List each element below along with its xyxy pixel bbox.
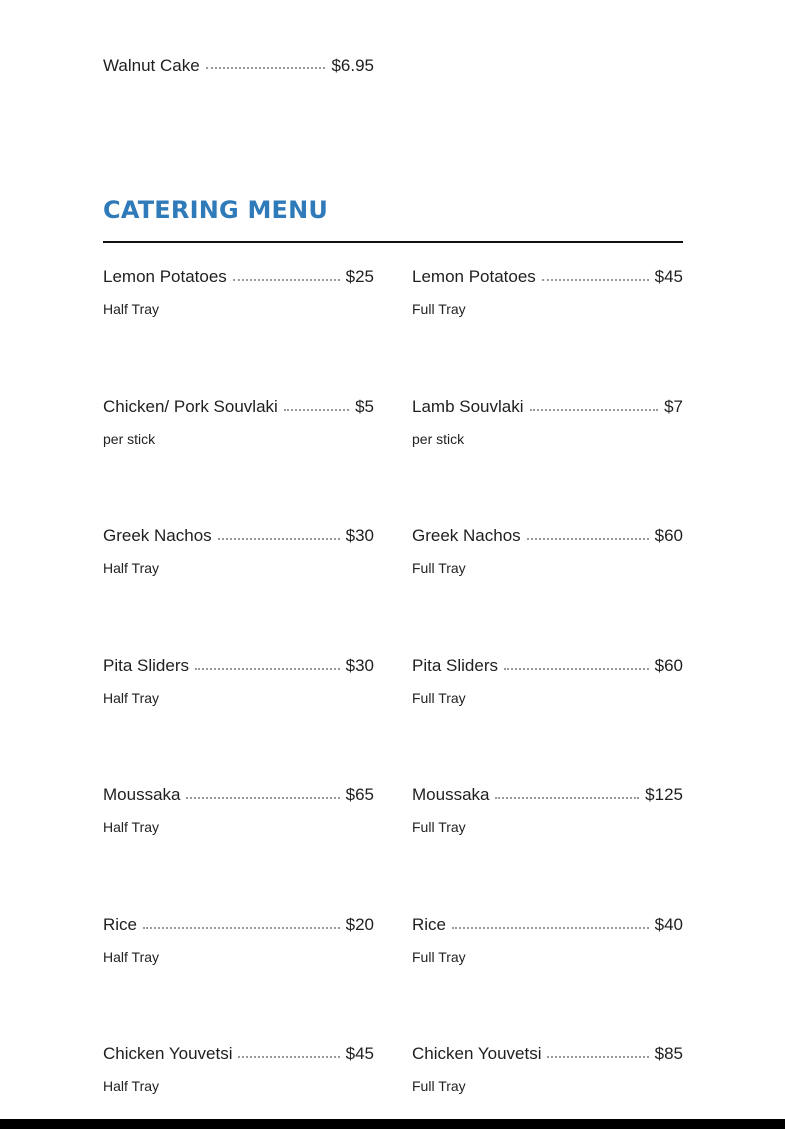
- menu-item: [412, 394, 683, 524]
- item-description: Half Tray: [103, 560, 160, 576]
- dot-leader: [233, 279, 340, 281]
- item-price: $7: [664, 396, 683, 416]
- item-price: $65: [345, 785, 374, 804]
- item-description: Half Tray: [103, 948, 160, 965]
- menu-item: [103, 264, 374, 394]
- dot-leader: [206, 67, 326, 69]
- menu-row: [103, 264, 683, 394]
- dot-leader: [452, 927, 649, 929]
- menu-item: [412, 523, 683, 653]
- catering-menu-grid: [103, 264, 683, 1129]
- menu-item: [103, 782, 374, 912]
- item-name: Greek Nachos: [412, 526, 521, 545]
- menu-item: [412, 264, 683, 394]
- item-name: Lemon Potatoes: [412, 267, 536, 286]
- menu-item: [103, 1041, 374, 1129]
- dot-leader: [530, 409, 659, 411]
- item-description: Half Tray: [103, 819, 160, 835]
- dot-leader: [547, 1056, 648, 1058]
- item-description: Full Tray: [412, 819, 466, 835]
- item-name: Rice: [412, 914, 447, 934]
- dot-leader: [542, 279, 649, 281]
- item-price: $6.95: [331, 56, 374, 75]
- item-description: Full Tray: [412, 948, 466, 965]
- item-description: Full Tray: [412, 1078, 466, 1094]
- item-price: $5: [355, 396, 374, 416]
- item-name: Lemon Potatoes: [103, 267, 227, 286]
- item-price: $40: [654, 914, 683, 934]
- menu-item: [103, 912, 374, 1042]
- dot-leader: [495, 797, 639, 799]
- item-price: $20: [345, 914, 374, 934]
- menu-row: [103, 912, 683, 1042]
- dot-leader: [218, 538, 340, 540]
- item-name: Rice: [103, 914, 138, 934]
- dot-leader: [186, 797, 339, 799]
- item-name: Pita Sliders: [103, 655, 189, 675]
- item-name: Walnut Cake: [103, 56, 200, 75]
- bottom-bar: [0, 1119, 785, 1129]
- item-description: Full Tray: [412, 560, 466, 576]
- dot-leader: [527, 538, 649, 540]
- item-name: Chicken/ Pork Souvlaki: [103, 396, 278, 416]
- menu-item: [412, 912, 683, 1042]
- menu-item-walnut-cake: [103, 54, 374, 78]
- menu-item: [412, 1041, 683, 1129]
- menu-item: [103, 394, 374, 524]
- menu-row: [103, 394, 683, 524]
- item-name: Moussaka: [412, 785, 490, 804]
- section-divider: [103, 241, 683, 243]
- item-name: Lamb Souvlaki: [412, 396, 524, 416]
- item-description: Half Tray: [103, 1078, 160, 1094]
- dot-leader: [284, 409, 349, 411]
- item-price: $85: [654, 1044, 683, 1063]
- item-description: Half Tray: [103, 689, 160, 706]
- item-price: $45: [654, 267, 683, 286]
- item-price: $125: [645, 785, 683, 804]
- item-name: Moussaka: [103, 785, 181, 804]
- item-description: Half Tray: [103, 301, 160, 317]
- item-description: per stick: [103, 430, 156, 447]
- item-name: Chicken Youvetsi: [103, 1044, 233, 1063]
- item-name: Chicken Youvetsi: [412, 1044, 542, 1063]
- menu-row: [103, 1041, 683, 1129]
- menu-row: [103, 523, 683, 653]
- menu-row: [103, 653, 683, 783]
- item-price: $30: [345, 526, 374, 545]
- dot-leader: [143, 927, 340, 929]
- menu-item: [103, 523, 374, 653]
- item-name: Greek Nachos: [103, 526, 212, 545]
- item-price: $45: [345, 1044, 374, 1063]
- menu-item: [103, 653, 374, 783]
- item-price: $60: [654, 526, 683, 545]
- menu-item: [412, 653, 683, 783]
- dot-leader: [195, 668, 340, 670]
- item-description: Full Tray: [412, 301, 466, 317]
- item-price: $25: [345, 267, 374, 286]
- item-price: $30: [345, 655, 374, 675]
- item-description: Full Tray: [412, 689, 466, 706]
- item-description: per stick: [412, 430, 465, 447]
- item-price: $60: [654, 655, 683, 675]
- item-name: Pita Sliders: [412, 655, 498, 675]
- menu-item: [412, 782, 683, 912]
- dot-leader: [504, 668, 649, 670]
- dot-leader: [238, 1056, 339, 1058]
- menu-row: [103, 782, 683, 912]
- section-title: CATERING MENU: [103, 196, 329, 224]
